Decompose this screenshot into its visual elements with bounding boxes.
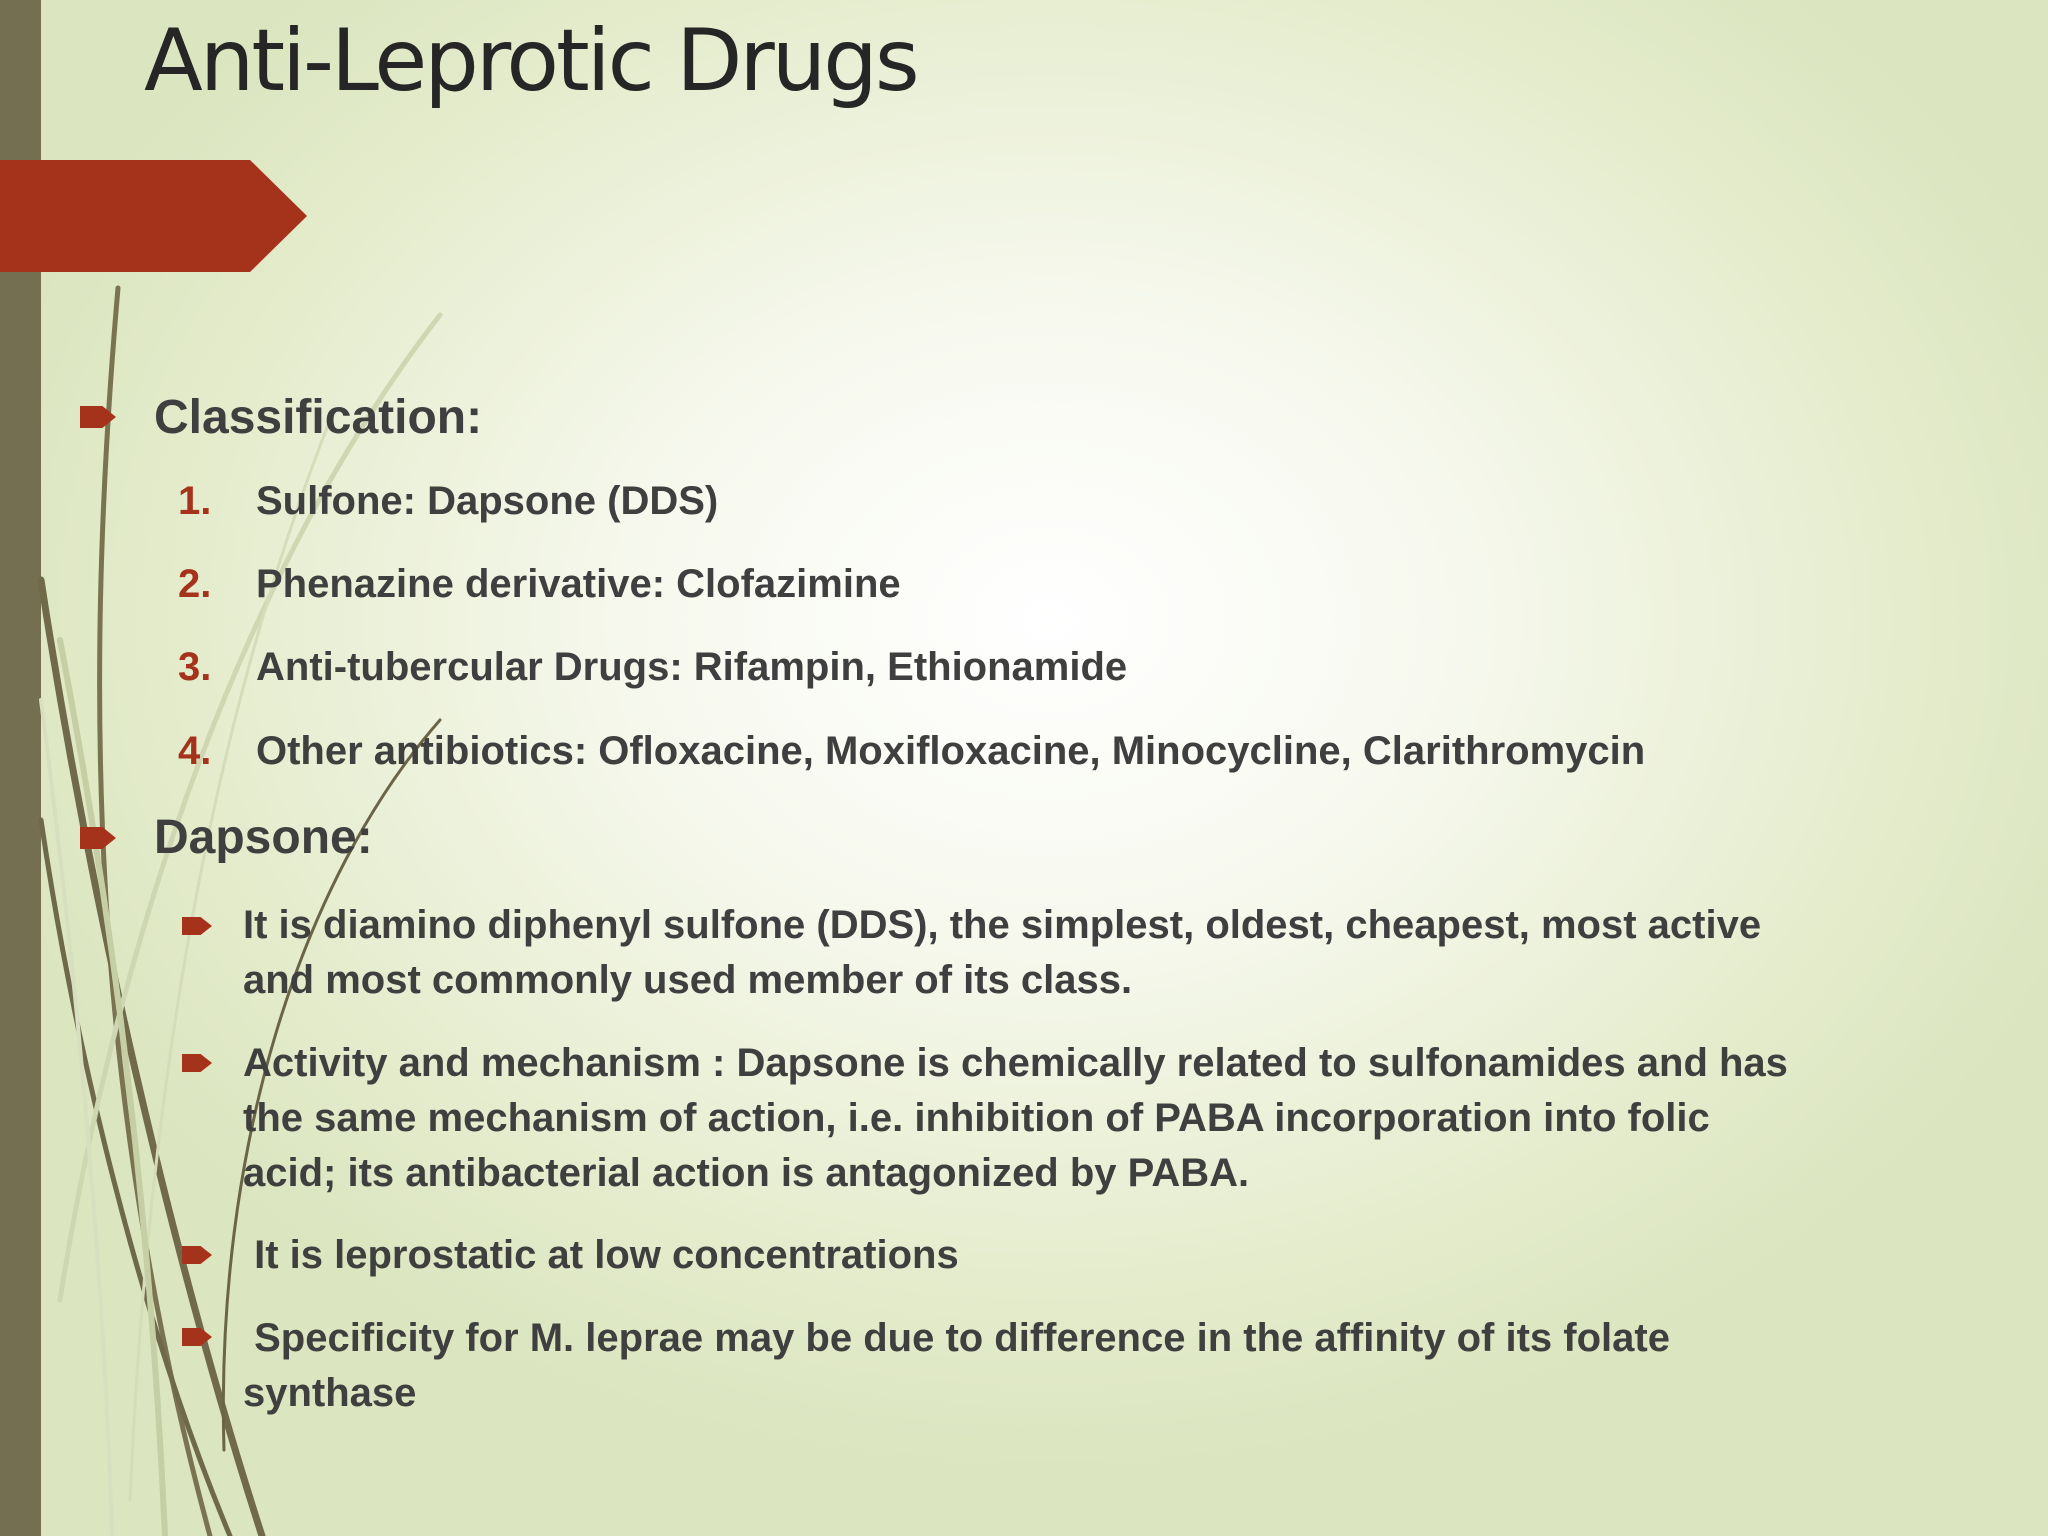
dapsone-heading: Dapsone: xyxy=(154,811,373,864)
list-item: It is diamino diphenyl sulfone (DDS), the simplest, oldest, cheapest, most active xyxy=(243,903,1762,947)
list-item: the same mechanism of action, i.e. inhibition of PABA incorporation into folic xyxy=(243,1096,1710,1140)
list-item: Other antibiotics: Ofloxacine, Moxifloxacine, Minocycline, Clarithromycin xyxy=(256,729,1646,773)
list-item: It is leprostatic at low concentrations xyxy=(243,1233,959,1277)
list-item: Sulfone: Dapsone (DDS) xyxy=(256,479,719,523)
list-item: Specificity for M. leprae may be due to difference in the affinity of its folate xyxy=(243,1316,1670,1360)
list-number: 4. xyxy=(178,729,212,773)
slide-title: Anti-Leprotic Drugs xyxy=(144,11,917,111)
classification-heading: Classification: xyxy=(154,391,483,444)
list-item: acid; its antibacterial action is antagonized by PABA. xyxy=(243,1151,1250,1195)
list-item: synthase xyxy=(243,1371,417,1415)
list-number: 3. xyxy=(178,645,212,689)
list-item: and most commonly used member of its class. xyxy=(243,958,1133,1002)
list-number: 2. xyxy=(178,562,212,606)
list-item: Activity and mechanism : Dapsone is chemically related to sulfonamides and has xyxy=(243,1041,1788,1085)
list-item: Phenazine derivative: Clofazimine xyxy=(256,562,901,606)
list-number: 1. xyxy=(178,479,212,523)
list-item: Anti-tubercular Drugs: Rifampin, Ethionamide xyxy=(256,645,1128,689)
